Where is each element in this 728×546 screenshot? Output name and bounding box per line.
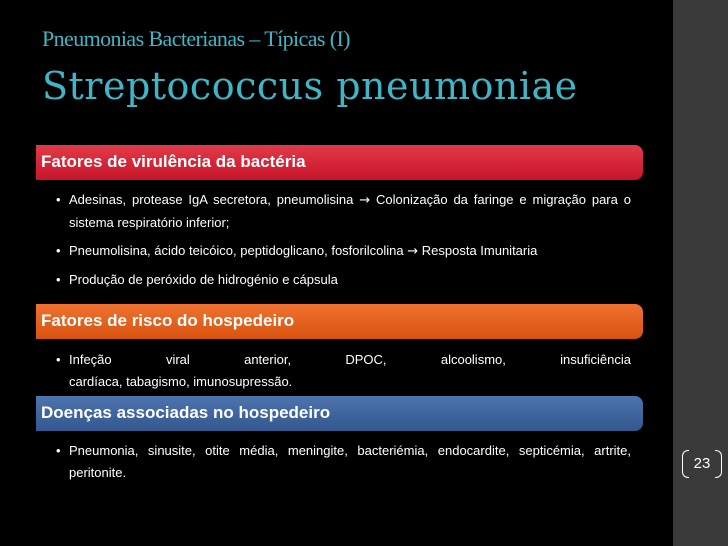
section-header-diseases: Doenças associadas no hospedeiro	[36, 396, 643, 431]
list-item: • Pneumolisina, ácido teicóico, peptidoglicano, fosforilcolina → Resposta Imunitaria	[56, 240, 631, 263]
list-item: • Adesinas, protease IgA secretora, pneumolisina → Colonização da faringe e migração para o sistema respiratório inferior;	[56, 189, 631, 234]
diseases-list	[36, 432, 643, 490]
justified-line: • Infeção viral anterior, DPOC, alcoolismo, insuficiência	[69, 352, 631, 367]
list-item: • Produção de peróxido de hidrogénio e cápsula	[56, 269, 631, 291]
list-item: • Infeção viral anterior, DPOC, alcoolismo, insuficiência cardíaca, tabagismo, imunosupressão.	[56, 349, 631, 393]
section-header-risk: Fatores de risco do hospedeiro	[36, 304, 643, 339]
right-arrow-icon: →	[359, 193, 371, 208]
slide-title: Streptococcus pneumoniae	[42, 64, 578, 108]
section-header-virulence: Fatores de virulência da bactéria	[36, 145, 643, 180]
virulence-list	[36, 181, 643, 297]
list-item: • Pneumonia, sinusite, otite média, meningite, bacteriémia, endocardite, septicémia, artrite, peritonite.	[56, 440, 631, 484]
page-number: 23	[682, 450, 722, 478]
slide-subtitle: Pneumonias Bacterianas – Típicas (I)	[42, 26, 350, 51]
right-arrow-icon: →	[407, 244, 419, 259]
risk-list	[36, 341, 643, 399]
